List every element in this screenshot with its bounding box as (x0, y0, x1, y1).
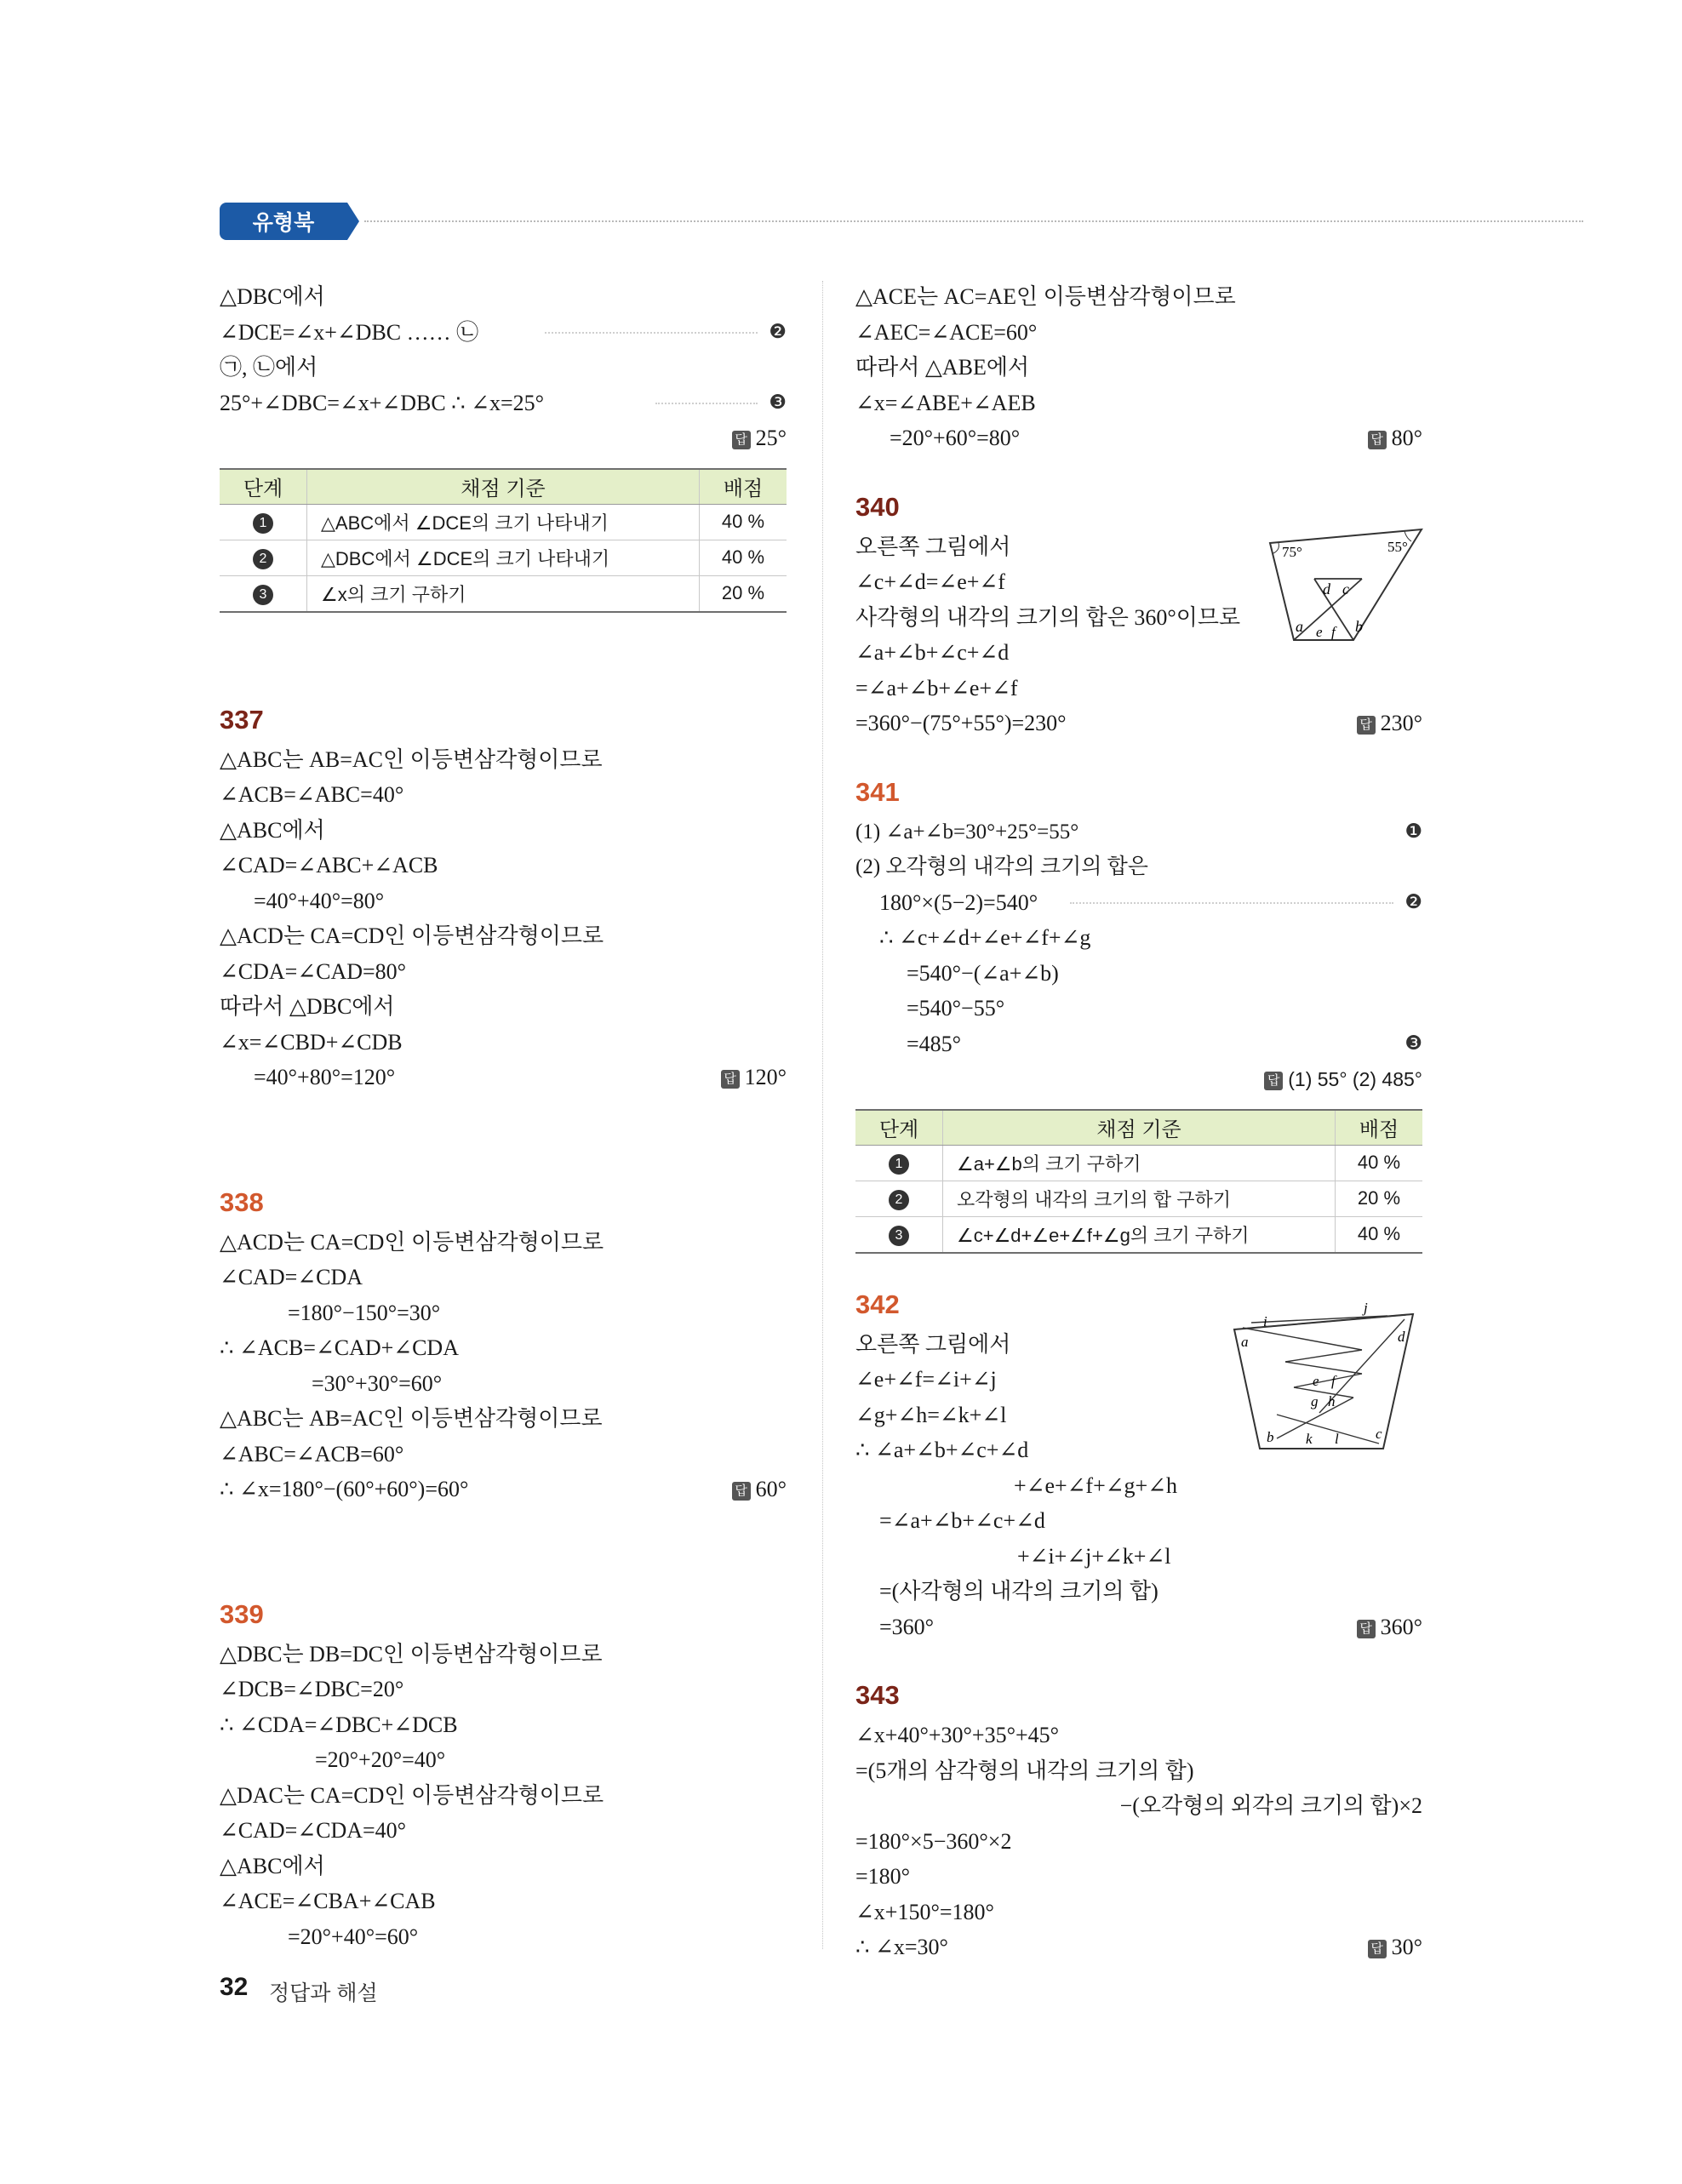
figure-label: k (1306, 1431, 1313, 1447)
solution-line: △DBC는 DB=DC인 이등변삼각형이므로 (220, 1641, 603, 1667)
solution-line: ∴ ∠CDA=∠DBC+∠DCB (220, 1712, 458, 1737)
figure-342 (1226, 1302, 1422, 1455)
solution-line: =(5개의 삼각형의 내각의 크기의 합) (855, 1758, 1194, 1783)
solution-line: ∴ ∠a+∠b+∠c+∠d (855, 1438, 1029, 1462)
step-mark: ❷ (1405, 890, 1422, 913)
solution-line: =540°−55° (907, 996, 1005, 1021)
figure-label: e (1313, 1373, 1319, 1389)
answer-value: 25° (755, 426, 787, 450)
column-divider (822, 281, 823, 1949)
solution-line: 오른쪽 그림에서 (855, 1331, 1011, 1357)
solution-line: 오른쪽 그림에서 (855, 534, 1011, 559)
header-dotted-rule (364, 220, 1583, 222)
answer-line (855, 1061, 1422, 1097)
table-header: 채점 기준 (307, 469, 700, 505)
problem-number-342: 342 (855, 1289, 900, 1319)
table-cell: ∠a+∠b의 크기 구하기 (943, 1145, 1336, 1181)
solution-line: ㉠, ㉡에서 (220, 355, 318, 380)
figure-label: c (1342, 580, 1349, 597)
solution-line: △ABC는 AB=AC인 이등변삼각형이므로 (220, 746, 603, 772)
figure-label: 75° (1282, 544, 1302, 560)
solution-line: =540°−(∠a+∠b) (907, 960, 1059, 986)
table-header: 채점 기준 (943, 1110, 1336, 1146)
solution-line: =180°−150°=30° (288, 1300, 441, 1325)
step-mark: ❷ (769, 320, 787, 343)
solution-line: ∠x=∠ABE+∠AEB (855, 390, 1036, 415)
table-cell: 40 % (700, 504, 787, 540)
scoring-table-341 (855, 1109, 1422, 1254)
step-mark: ❸ (1405, 1032, 1422, 1055)
table-cell: 오각형의 내각의 크기의 합 구하기 (943, 1181, 1336, 1216)
figure-label: b (1267, 1429, 1274, 1445)
solution-line: =180°×5−360°×2 (855, 1828, 1012, 1854)
solution-line: ∠x+40°+30°+35°+45° (855, 1723, 1060, 1747)
step-mark: ❶ (1405, 820, 1422, 843)
solution-line: =∠a+∠b+∠e+∠f (855, 675, 1018, 700)
table-row (220, 504, 787, 540)
answer-value: 30° (1391, 1935, 1422, 1959)
step-badge: 2 (889, 1190, 909, 1210)
step-badge: 1 (889, 1154, 909, 1175)
table-row (855, 1216, 1422, 1253)
figure-label: b (1355, 618, 1363, 635)
solution-line: ∠AEC=∠ACE=60° (855, 319, 1038, 345)
problem-number-340: 340 (855, 491, 900, 522)
page-number: 32 (220, 1973, 249, 2001)
answer-value: 80° (1391, 426, 1422, 450)
figure-label: l (1335, 1431, 1339, 1447)
solution-line: △ACD는 CA=CD인 이등변삼각형이므로 (220, 1229, 604, 1255)
answer-value: 230° (1380, 711, 1422, 735)
table-cell: 20 % (1336, 1181, 1423, 1216)
answer-value: 60° (755, 1477, 787, 1501)
solution-line: ∠CDA=∠CAD=80° (220, 958, 407, 984)
solution-line: ∠c+∠d=∠e+∠f (855, 569, 1005, 594)
table-cell: △DBC에서 ∠DCE의 크기 나타내기 (307, 540, 700, 575)
solution-line: ∴ ∠ACB=∠CAD+∠CDA (220, 1335, 459, 1360)
solution-line: (2) 오각형의 내각의 크기의 합은 (855, 855, 1148, 878)
solution-line: =40°+80°=120° 답 120° (254, 1065, 787, 1089)
solution-line: (1) ∠a+∠b=30°+25°=55° ❶ (855, 815, 1422, 850)
footer-label: 정답과 해설 (269, 1981, 378, 2005)
answer-icon: 답 (1264, 1072, 1283, 1090)
solution-line: ∴ ∠x=180°−(60°+60°)=60° 답 60° (220, 1477, 787, 1501)
figure-label: a (1296, 618, 1303, 635)
figure-label: d (1398, 1329, 1405, 1345)
problem-number-339: 339 (220, 1598, 264, 1629)
solution-line: =20°+20°=40° (315, 1747, 446, 1772)
table-cell: 20 % (700, 575, 787, 612)
problem-number-337: 337 (220, 704, 264, 735)
table-row (855, 1145, 1422, 1181)
figure-label: f (1331, 1373, 1336, 1389)
figure-label: d (1323, 580, 1330, 597)
solution-line: −(오각형의 외각의 크기의 합)×2 (1119, 1793, 1422, 1818)
solution-line: =360°−(75°+55°)=230° 답 230° (855, 711, 1422, 735)
solution-line: ∠x=∠CBD+∠CDB (220, 1029, 403, 1055)
solution-line: ∠g+∠h=∠k+∠l (855, 1402, 1007, 1427)
answer-icon: 답 (1357, 716, 1376, 735)
solution-line: =180° (855, 1864, 911, 1889)
table-header: 단계 (220, 469, 307, 505)
solution-line: ∠ABC=∠ACB=60° (220, 1441, 404, 1466)
solution-line: =20°+40°=60° (288, 1924, 419, 1949)
solution-line: =20°+60°=80° 답 80° (890, 426, 1422, 450)
solution-line: 25°+∠DBC=∠x+∠DBC ∴ ∠x=25° ❸ (220, 386, 787, 421)
solution-line: 따라서 △ABE에서 (855, 355, 1030, 380)
table-row (220, 575, 787, 612)
solution-line: ∠x+150°=180° (855, 1899, 994, 1924)
figure-label: e (1316, 624, 1323, 640)
section-tag-label: 유형북 (252, 211, 315, 235)
figure-label: c (1376, 1426, 1382, 1442)
solution-line: +∠e+∠f+∠g+∠h (1014, 1472, 1177, 1498)
table-header: 배점 (700, 469, 787, 505)
solution-line: 따라서 △DBC에서 (220, 994, 395, 1019)
solution-line: △ACD는 CA=CD인 이등변삼각형이므로 (220, 923, 604, 948)
table-row (220, 540, 787, 575)
figure-label: i (1263, 1313, 1267, 1329)
section-tag (220, 203, 347, 240)
solution-line: △ABC에서 (220, 1853, 325, 1878)
step-badge: 3 (889, 1226, 909, 1246)
left-column (220, 279, 787, 1954)
solution-line: ∴ ∠c+∠d+∠e+∠f+∠g (879, 925, 1091, 950)
figure-label: h (1328, 1393, 1336, 1409)
solution-line: ∠ACB=∠ABC=40° (220, 782, 404, 807)
figure-label: f (1331, 624, 1336, 640)
solution-line: ∠CAD=∠ABC+∠ACB (220, 853, 438, 878)
answer-icon: 답 (1368, 1940, 1387, 1958)
solution-line: ∠a+∠b+∠c+∠d (855, 640, 1010, 665)
solution-line: 180°×(5−2)=540° ❷ (855, 885, 1422, 921)
table-header: 단계 (855, 1110, 943, 1146)
solution-line: ∠DCB=∠DBC=20° (220, 1677, 404, 1701)
solution-line: =∠a+∠b+∠c+∠d (879, 1508, 1045, 1533)
solution-line: 사각형의 내각의 크기의 합은 360°이므로 (855, 604, 1241, 630)
step-badge: 3 (253, 585, 273, 605)
answer-line (220, 420, 787, 456)
solution-line: ∠CAD=∠CDA=40° (220, 1818, 407, 1843)
solution-line: +∠i+∠j+∠k+∠l (1017, 1543, 1171, 1569)
solution-line: ∠e+∠f=∠i+∠j (855, 1367, 997, 1392)
solution-line: ∠DCE=∠x+∠DBC …… ㉡ ❷ (220, 315, 787, 351)
solution-line: △DBC에서 (220, 284, 325, 309)
problem-number-341: 341 (855, 776, 900, 807)
table-cell: ∠c+∠d+∠e+∠f+∠g의 크기 구하기 (943, 1216, 1336, 1253)
scoring-table-336 (220, 468, 787, 613)
table-cell: 40 % (700, 540, 787, 575)
answer-icon: 답 (1368, 431, 1387, 449)
figure-label: g (1311, 1393, 1319, 1409)
solution-line: ∠ACE=∠CBA+∠CAB (220, 1889, 436, 1913)
answer-value: 120° (744, 1065, 787, 1089)
answer-icon: 답 (1357, 1620, 1376, 1638)
solution-line: △ABC는 AB=AC인 이등변삼각형이므로 (220, 1406, 603, 1431)
figure-label: j (1364, 1302, 1368, 1316)
table-cell: 40 % (1336, 1145, 1423, 1181)
solution-line: △ABC에서 (220, 817, 325, 843)
table-cell: ∠x의 크기 구하기 (307, 575, 700, 612)
answer-icon: 답 (721, 1070, 740, 1089)
table-cell: △ABC에서 ∠DCE의 크기 나타내기 (307, 504, 700, 540)
solution-line: ∠CAD=∠CDA (220, 1265, 363, 1289)
solution-line: ∴ ∠x=30° 답 30° (855, 1935, 1422, 1959)
figure-label: a (1241, 1334, 1249, 1350)
figure-label: 55° (1387, 539, 1408, 555)
answer-value: (1) 55° (2) 485° (1288, 1068, 1422, 1090)
section-tag-arrow (347, 203, 359, 240)
solution-line: △ACE는 AC=AE인 이등변삼각형이므로 (855, 284, 1236, 309)
table-cell: 40 % (1336, 1216, 1423, 1253)
solution-line: =360° 답 360° (879, 1614, 1422, 1639)
table-row (855, 1181, 1422, 1216)
table-header: 배점 (1336, 1110, 1423, 1146)
solution-line: =40°+40°=80° (254, 888, 385, 913)
solution-line: △DAC는 CA=CD인 이등변삼각형이므로 (220, 1782, 604, 1808)
solution-line: =30°+30°=60° (312, 1370, 443, 1396)
answer-icon: 답 (732, 431, 751, 449)
answer-icon: 답 (732, 1482, 751, 1501)
step-mark: ❸ (769, 391, 787, 414)
step-badge: 1 (253, 513, 273, 534)
problem-number-338: 338 (220, 1186, 264, 1217)
problem-number-343: 343 (855, 1680, 900, 1710)
figure-340 (1260, 528, 1430, 647)
solution-line: =485° ❸ (855, 1026, 1422, 1062)
solution-line: =(사각형의 내각의 크기의 합) (879, 1579, 1159, 1604)
answer-value: 360° (1380, 1614, 1422, 1639)
step-badge: 2 (253, 549, 273, 569)
